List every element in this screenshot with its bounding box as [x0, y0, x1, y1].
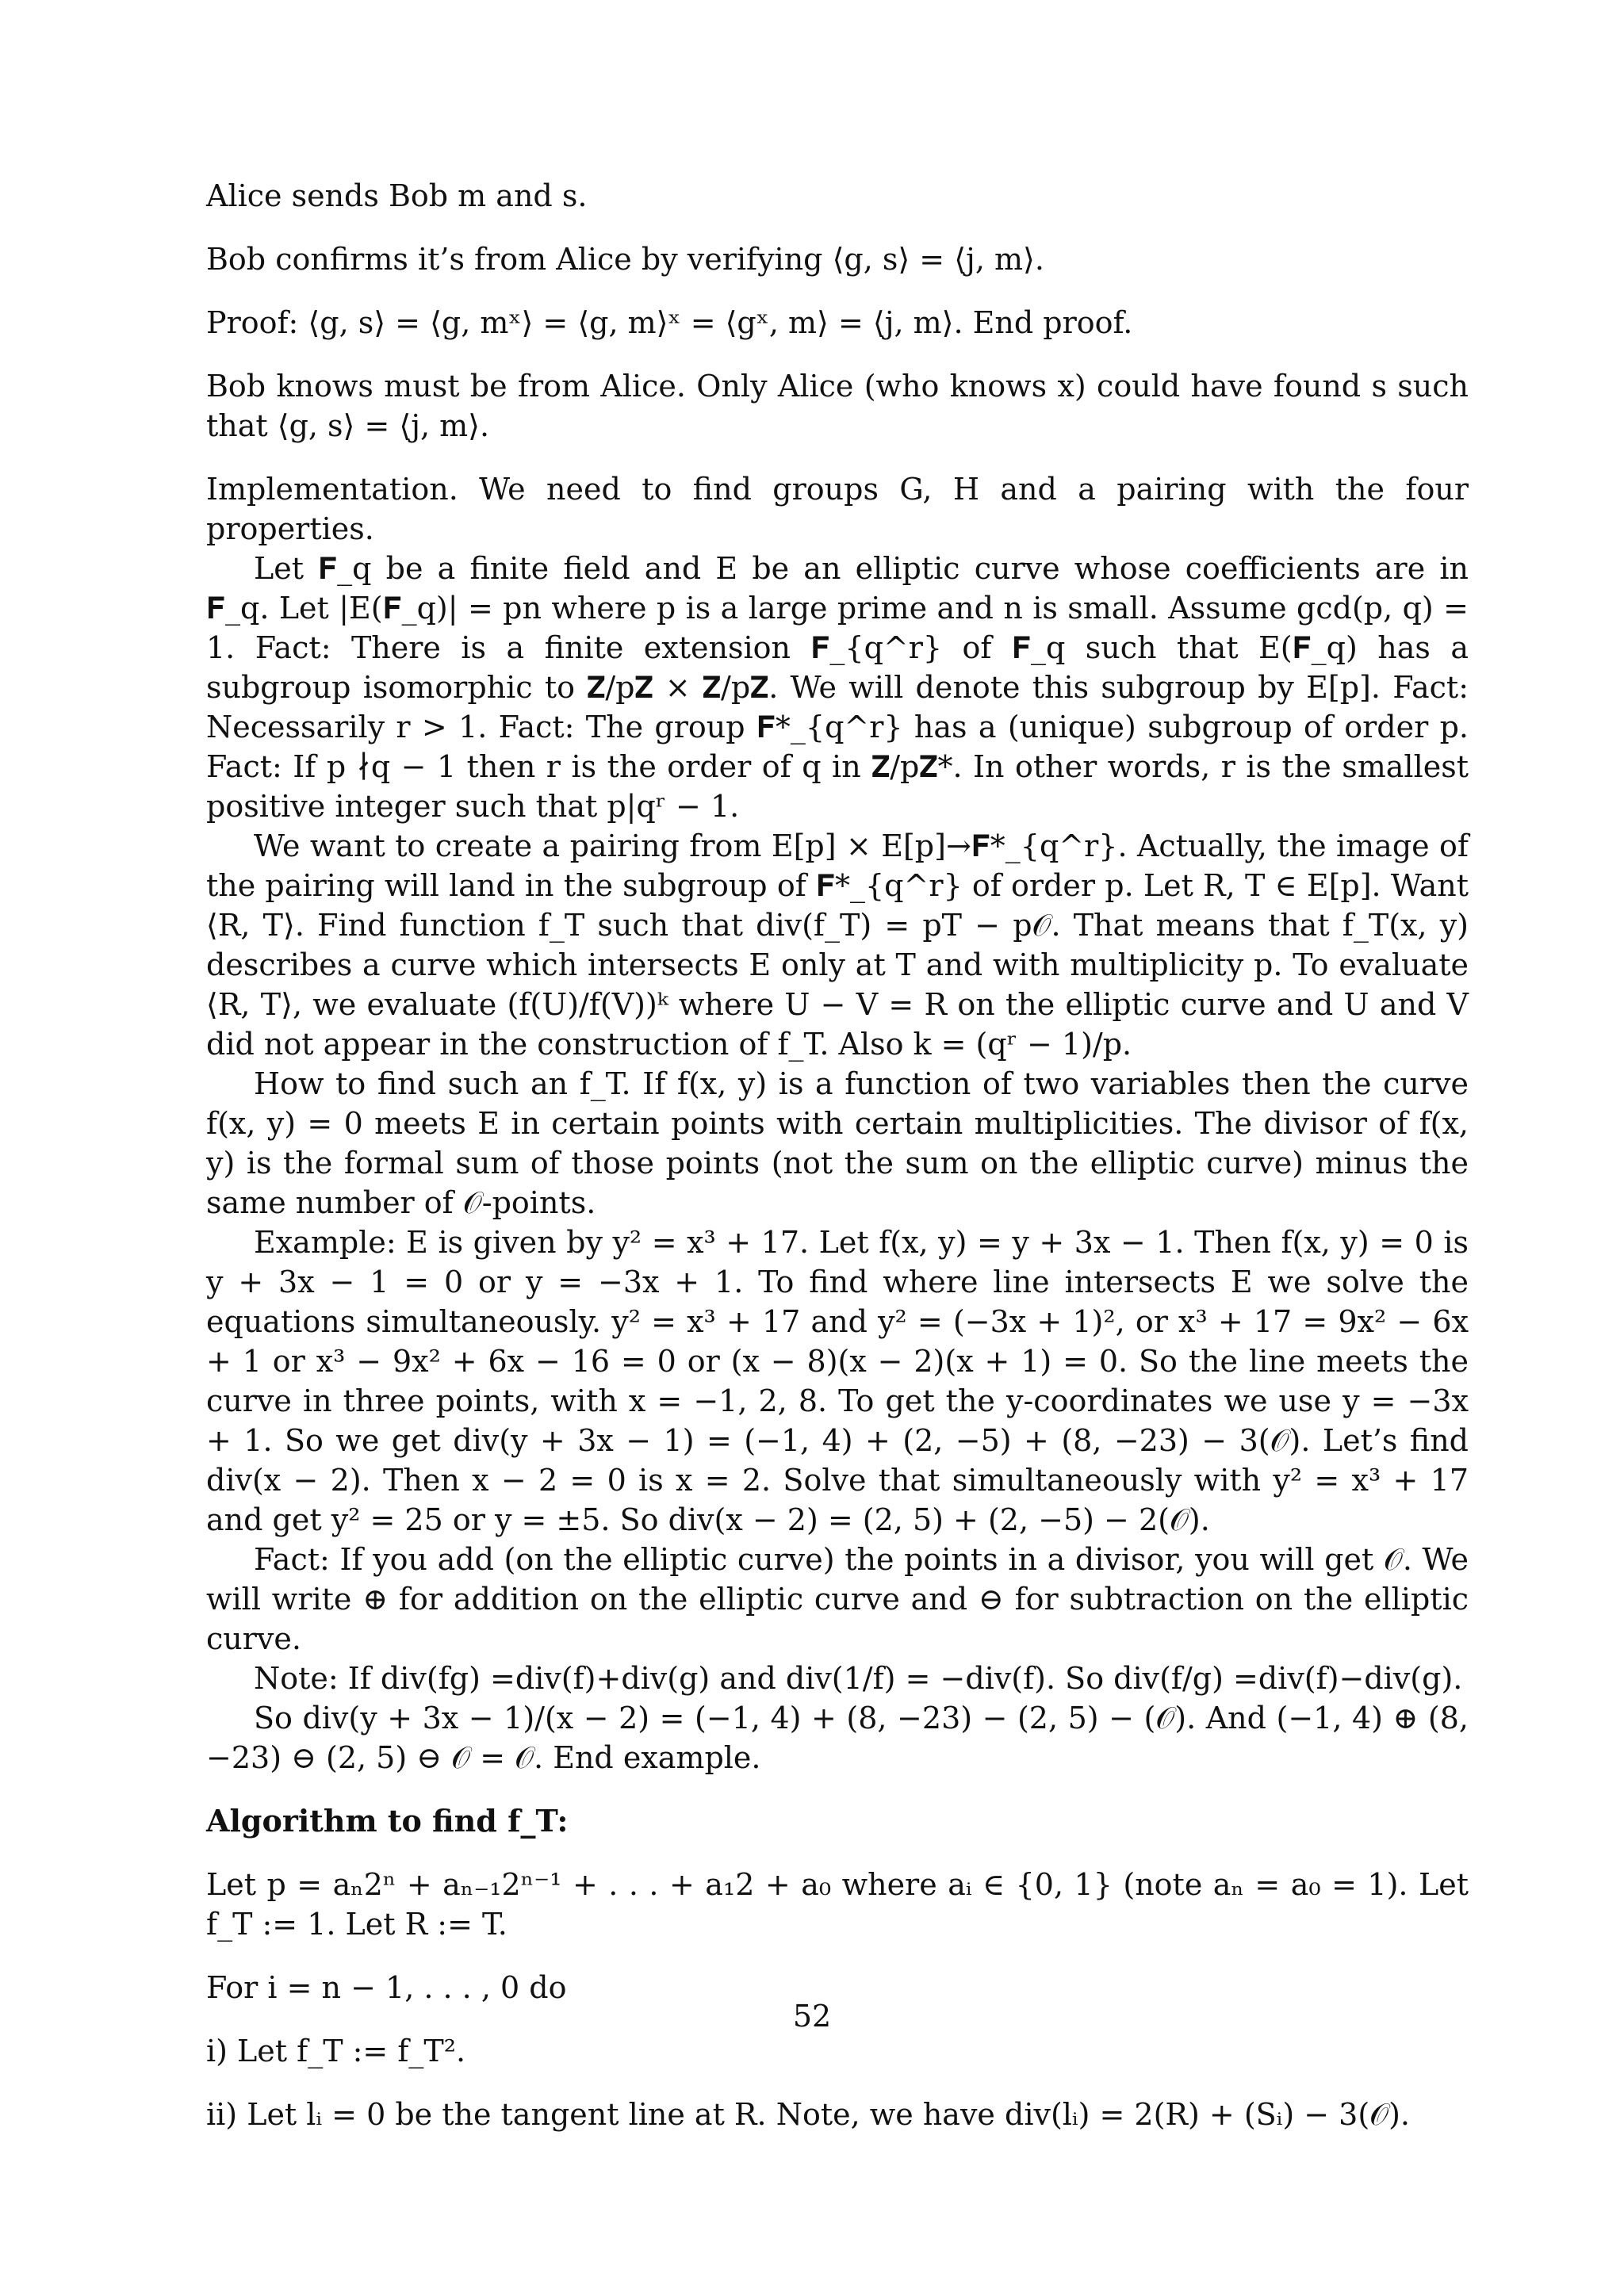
- page-number: 52: [792, 1999, 832, 2034]
- paragraph-bob-knows: Bob knows must be from Alice. Only Alice (who knows x) could have found s such that ⟨g, s⟩ = ⟨j, m⟩.: [206, 369, 1469, 443]
- paragraph-finite-field: Let 𝐅_q be a finite field and E be an elliptic curve whose coefficients are in 𝐅_q. Let |E(𝐅_q)| = pn where p is a large prime and n is small. Assume gcd(p, q) = 1. Fact: There is a finite extension 𝐅_{q^r} of 𝐅_q such that E(𝐅_q) has a subgroup isomorphic to 𝐙/p𝐙 × 𝐙/p𝐙. We will denote this subgroup by E[p]. Fact: Necessarily r > 1. Fact: The group 𝐅*_{q^r} has a (unique) subgroup of order p. Fact: If p ∤q − 1 then r is the order of q in 𝐙/p𝐙*. In other words, r is the smallest positive integer such that p|qʳ − 1.: [206, 551, 1469, 824]
- paragraph-alice-sends: Alice sends Bob m and s.: [206, 178, 588, 213]
- paragraph-example: Example: E is given by y² = x³ + 17. Let f(x, y) = y + 3x − 1. Then f(x, y) = 0 is y + 3x − 1 = 0 or y = −3x + 1. To find where line intersects E we solve the equations simultaneously. y² = x³ + 17 and y² = (−3x + 1)², or x³ + 17 = 9x² − 6x + 1 or x³ − 9x² + 6x − 16 = 0 or (x − 8)(x − 2)(x + 1) = 0. So the line meets the curve in three points, with x = −1, 2, 8. To get the y-coordinates we use y = −3x + 1. So we get div(y + 3x − 1) = (−1, 4) + (2, −5) + (8, −23) − 3(𝒪). Let’s find div(x − 2). Then x − 2 = 0 is x = 2. Solve that simultaneously with y² = x³ + 17 and get y² = 25 or y = ±5. So div(x − 2) = (2, 5) + (2, −5) − 2(𝒪).: [206, 1225, 1469, 1537]
- paragraph-end-example: So div(y + 3x − 1)/(x − 2) = (−1, 4) + (8, −23) − (2, 5) − (𝒪). And (−1, 4) ⊕ (8, −23) ⊖ (2, 5) ⊖ 𝒪 = 𝒪. End example.: [206, 1701, 1469, 1775]
- paragraph-find-ft: How to find such an f_T. If f(x, y) is a function of two variables then the curve f(x, y) = 0 meets E in certain points with certain multiplicities. The divisor of f(x, y) is the formal sum of those points (not the sum on the elliptic curve) minus the same number of 𝒪-points.: [206, 1066, 1469, 1220]
- paragraph-step-ii: ii) Let lᵢ = 0 be the tangent line at R. Note, we have div(lᵢ) = 2(R) + (Sᵢ) − 3(𝒪).: [206, 2097, 1411, 2132]
- paragraph-proof: Proof: ⟨g, s⟩ = ⟨g, mˣ⟩ = ⟨g, m⟩ˣ = ⟨gˣ, m⟩ = ⟨j, m⟩. End proof.: [206, 305, 1133, 340]
- paragraph-implementation: Implementation. We need to find groups G, H and a pairing with the four properties.: [206, 472, 1469, 546]
- paragraph-step-i: i) Let f_T := f_T².: [206, 2034, 466, 2068]
- paragraph-bob-confirms: Bob confirms it’s from Alice by verifying ⟨g, s⟩ = ⟨j, m⟩.: [206, 242, 1044, 277]
- algorithm-heading: Algorithm to find f_T:: [206, 1803, 569, 1839]
- paragraph-for-loop: For i = n − 1, . . . , 0 do: [206, 1970, 567, 2005]
- paragraph-algorithm-init: Let p = aₙ2ⁿ + aₙ₋₁2ⁿ⁻¹ + . . . + a₁2 + a₀ where aᵢ ∈ {0, 1} (note aₙ = a₀ = 1). Let f_T := 1. Let R := T.: [206, 1867, 1469, 1942]
- paragraph-pairing: We want to create a pairing from E[p] × E[p]→𝐅*_{q^r}. Actually, the image of the pairing will land in the subgroup of 𝐅*_{q^r} of order p. Let R, T ∈ E[p]. Want ⟨R, T⟩. Find function f_T such that div(f_T) = pT − p𝒪. That means that f_T(x, y) describes a curve which intersects E only at T and with multiplicity p. To evaluate ⟨R, T⟩, we evaluate (f(U)/f(V))ᵏ where U − V = R on the elliptic curve and U and V did not appear in the construction of f_T. Also k = (qʳ − 1)/p.: [206, 828, 1469, 1062]
- page-body: [206, 176, 1469, 2134]
- paragraph-fact-divisor: Fact: If you add (on the elliptic curve) the points in a divisor, you will get 𝒪. We will write ⊕ for addition on the elliptic curve and ⊖ for subtraction on the elliptic curve.: [206, 1542, 1469, 1656]
- paragraph-note-div: Note: If div(fg) =div(f)+div(g) and div(1/f) = −div(f). So div(f/g) =div(f)−div(g).: [254, 1661, 1463, 1696]
